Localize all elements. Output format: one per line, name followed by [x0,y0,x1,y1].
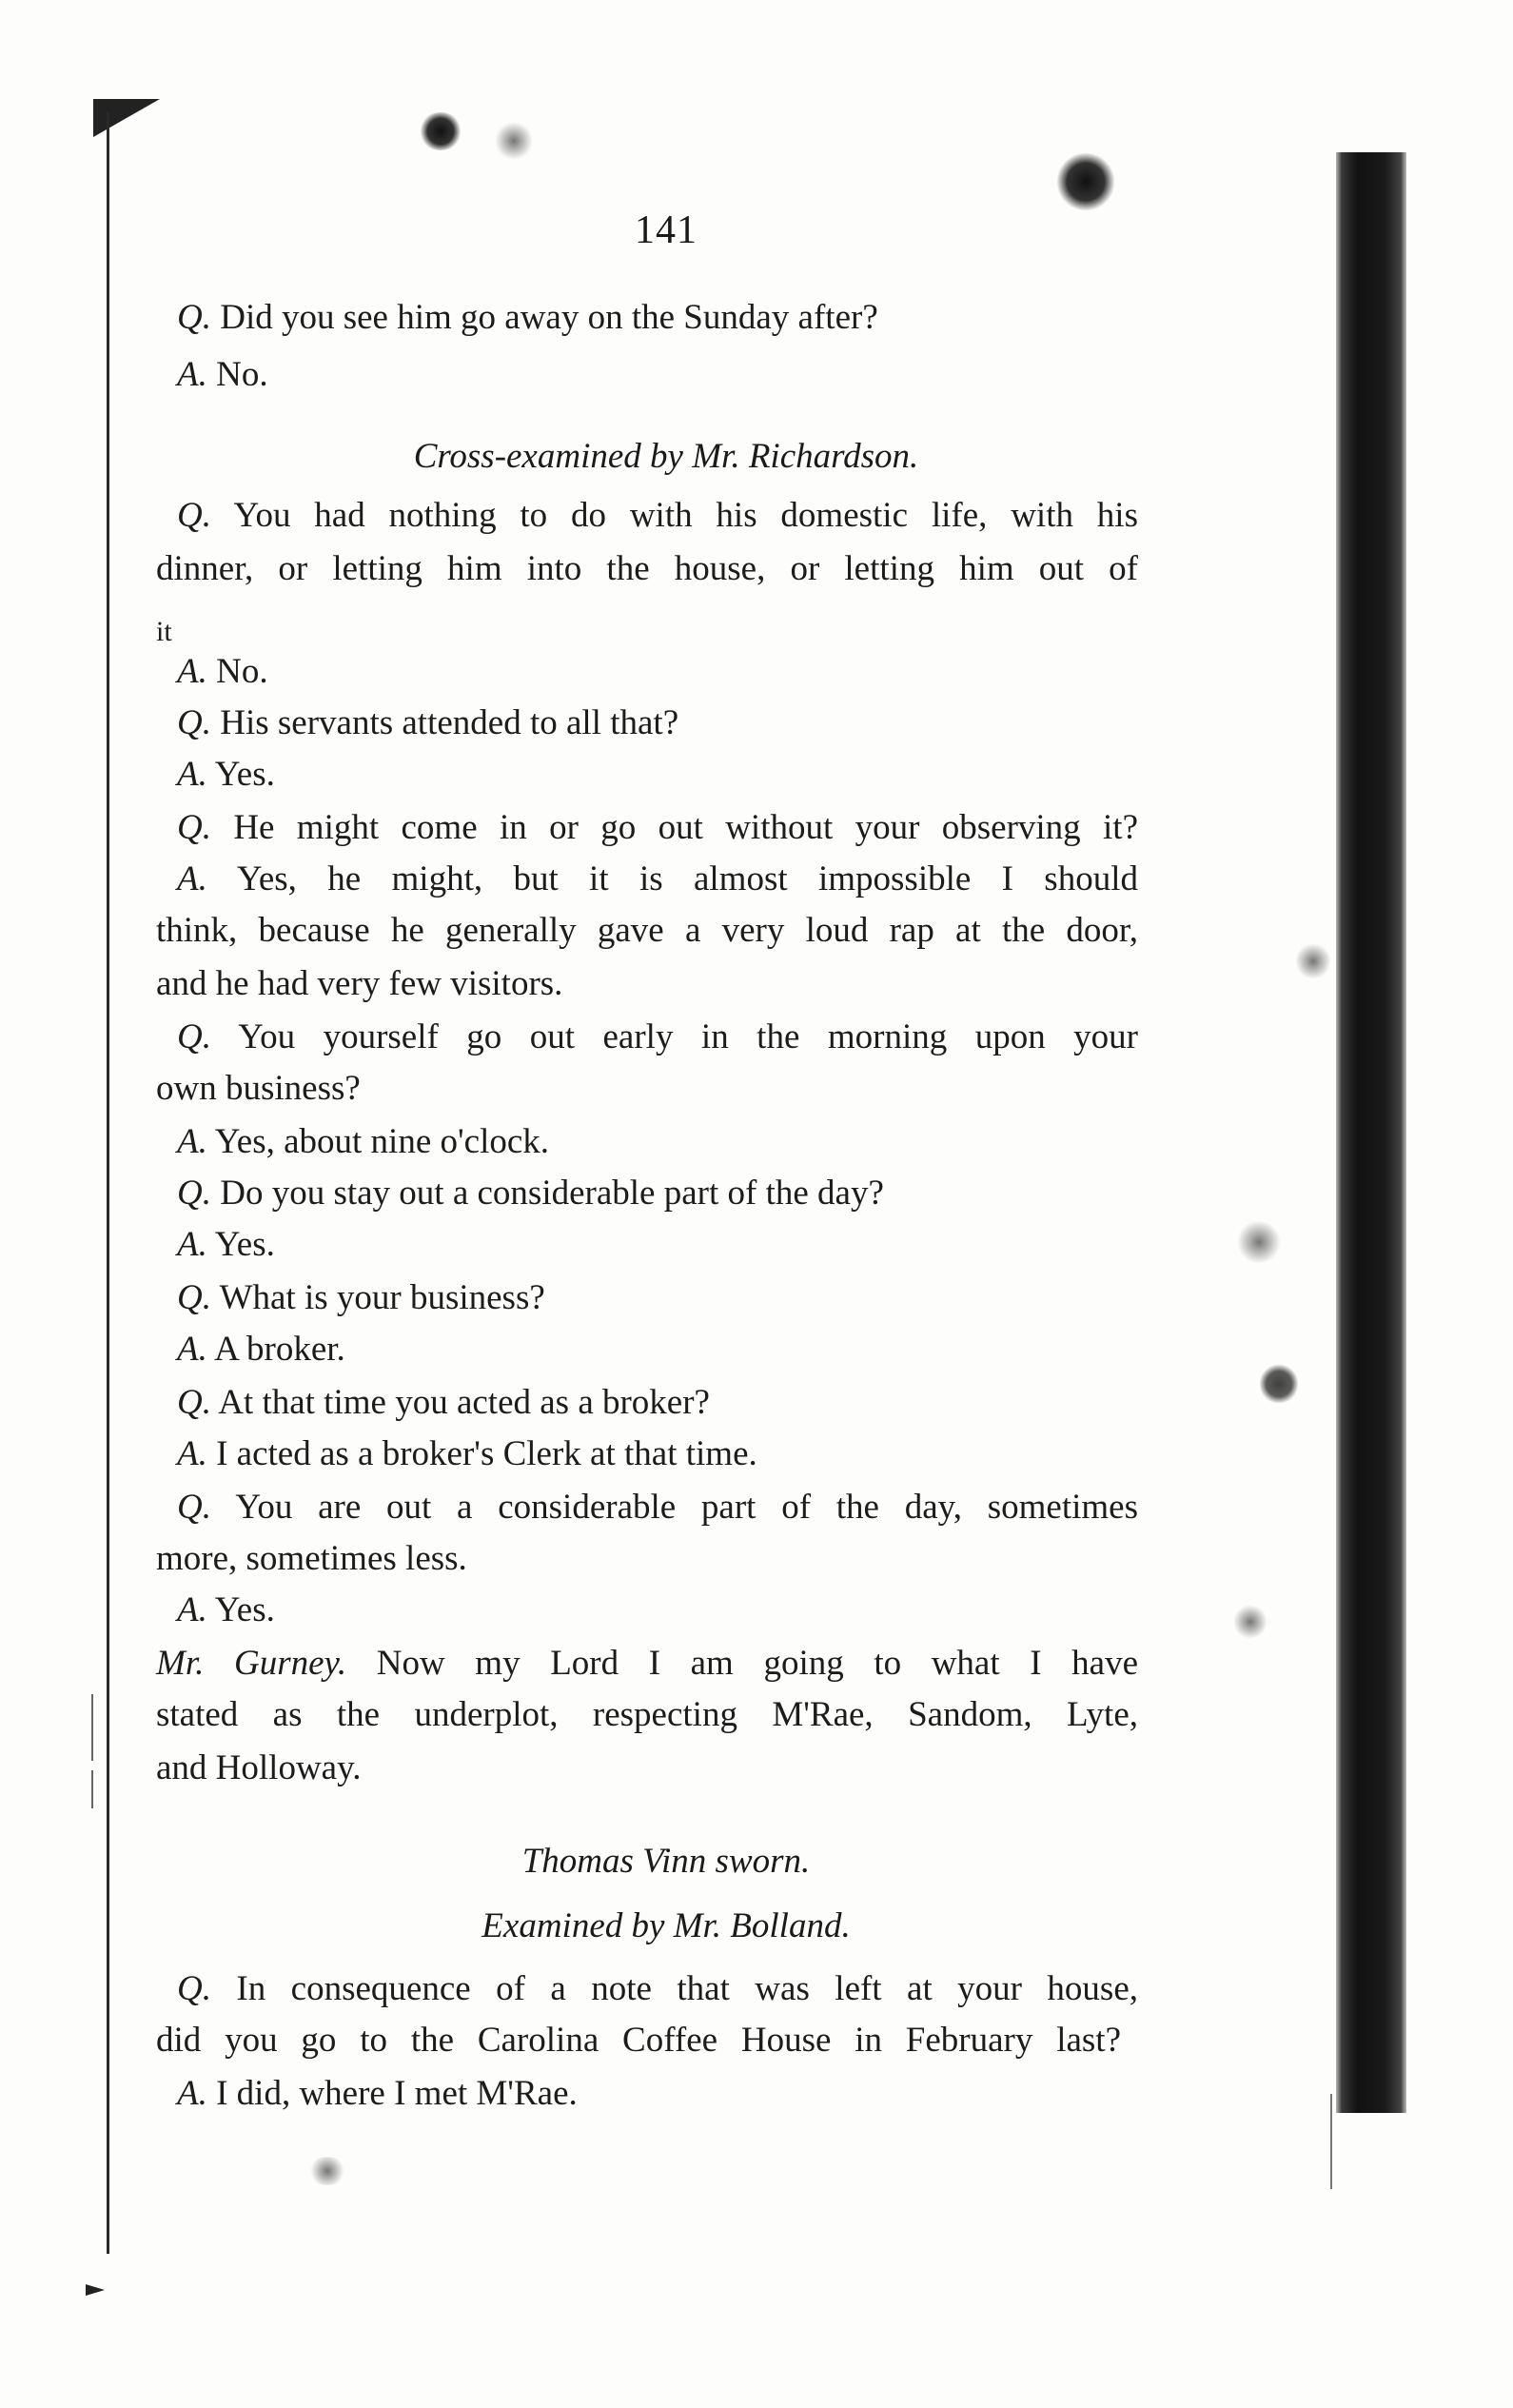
line-text: Did you see him go away on the Sunday after? [220,298,878,337]
text-line [177,1119,549,1165]
text-line [177,805,1138,851]
speaker-label: Q. [177,298,211,337]
line-text: At that time you acted as a broker? [218,1383,710,1422]
text-line [177,1327,345,1372]
speaker-label: A. [177,1225,207,1264]
ink-blot [1056,152,1115,211]
line-text: did you go to the Carolina Coffee House in February last? [156,2021,1121,2060]
line-text: Do you stay out a considerable part of the day? [220,1174,884,1213]
speaker-label: Q. [177,1278,211,1317]
line-text: No. [216,355,268,394]
section-heading: Cross-examined by Mr. Richardson. [413,437,919,476]
text-line [177,1222,275,1268]
speaker-label: Q. [177,496,211,535]
margin-tick [91,1694,93,1761]
line-text: more, sometimes less. [156,1539,467,1578]
line-text: Now my Lord I am going to what I have [376,1644,1139,1683]
line-text: Yes, about nine o'clock. [214,1122,550,1161]
text-line [177,2071,578,2117]
line-text: I did, where I met M'Rae. [216,2074,578,2113]
speaker-label: A. [177,652,207,691]
text-line [177,1431,757,1477]
text-line [177,1380,710,1426]
speaker-label: Q. [177,1969,211,2008]
speaker-label: A. [177,755,207,794]
line-text: No. [216,652,268,691]
line-text: You had nothing to do with his domestic life, with his [233,496,1138,535]
line-text: stated as the underplot, respecting M'Rae, Sandom, Lyte, [156,1695,1138,1734]
text-line [156,908,1138,954]
line-text: Yes. [214,755,275,794]
speaker-label: Q. [177,1174,211,1213]
text-line [177,1966,1138,2012]
line-text: A broker. [214,1330,345,1369]
text-line [177,1015,1138,1060]
line-text: and Holloway. [156,1748,362,1787]
line-text: think, because he generally gave a very loud rap at the door, [156,911,1138,950]
ink-speck [1237,1220,1281,1264]
text-line [156,609,172,655]
line-text: You are out a considerable part of the day, sometimes [235,1488,1138,1527]
speaker-label: A. [177,859,207,898]
ink-speck [1233,1605,1267,1639]
text-line [177,352,268,398]
text-line [177,1485,1138,1530]
margin-mark [93,99,160,137]
ink-blot [419,112,462,150]
text-line [177,1275,545,1321]
speaker-label: A. [177,2074,207,2113]
line-text: He might come in or go out without your observing it? [233,808,1138,847]
text-line [177,1588,275,1633]
speaker-label: A. [177,1122,207,1161]
margin-arrow [86,2284,105,2296]
ink-speck [495,122,533,160]
margin-tick [91,1770,93,1808]
speaker-label: A. [177,1434,207,1473]
text-line [156,961,562,1007]
line-text: What is your business? [219,1278,545,1317]
speaker-label: Q. [177,703,211,742]
speaker-label: Q. [177,808,211,847]
text-line [177,649,268,695]
text-line [156,1692,1138,1738]
ink-blot [1260,1363,1298,1405]
text-line [156,1641,1138,1687]
section-heading: Thomas Vinn sworn. [521,1842,811,1881]
line-text: dinner, or letting him into the house, or letting him out of [156,549,1138,588]
text-line [156,2018,1121,2063]
text-line [177,1171,884,1216]
text-line [177,701,678,746]
speaker-label: Mr. Gurney. [156,1644,347,1683]
ink-speck [308,2157,346,2185]
line-text: own business? [156,1069,361,1108]
page-number: 141 [635,208,698,252]
speaker-label: A. [177,355,207,394]
line-text: Yes, he might, but it is almost impossible I should [236,859,1138,898]
text-line [156,1536,467,1582]
text-line [156,1746,361,1791]
ink-speck [1296,942,1330,980]
line-text: and he had very few visitors. [156,964,563,1003]
line-text: I acted as a broker's Clerk at that time. [216,1434,757,1473]
text-line [177,493,1138,539]
binding-shadow [1336,152,1406,2113]
line-text: You yourself go out early in the morning upon your [238,1017,1138,1056]
text-line [177,295,878,341]
text-line [177,857,1138,902]
speaker-label: Q. [177,1488,211,1527]
text-line [156,1066,361,1112]
line-text: Yes. [214,1590,275,1629]
line-text: In consequence of a note that was left at your house, [236,1969,1138,2008]
speaker-label: Q. [177,1383,211,1422]
speaker-label: Q. [177,1017,211,1056]
line-text: Yes. [214,1225,275,1264]
speaker-label: A. [177,1590,207,1629]
speaker-label: A. [177,1330,207,1369]
binding-shadow-tail [1330,2094,1332,2189]
text-line [156,546,1138,592]
text-line [177,752,275,798]
line-text: His servants attended to all that? [220,703,679,742]
line-text: it [156,616,172,647]
section-heading: Examined by Mr. Bolland. [481,1906,851,1945]
